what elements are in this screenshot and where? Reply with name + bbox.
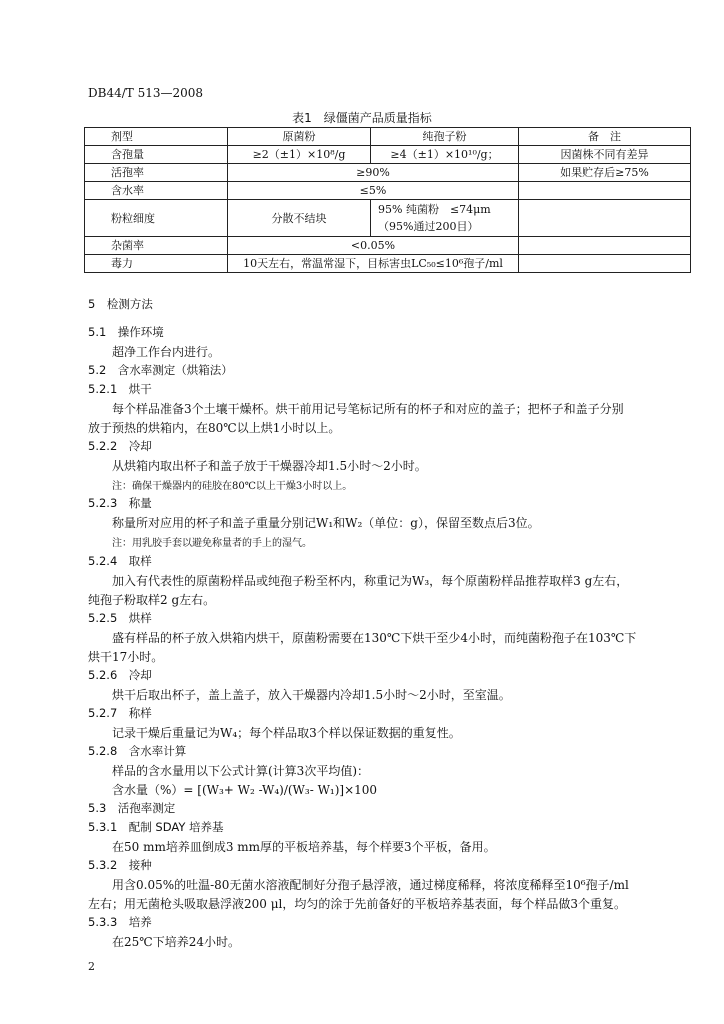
table-cell: 分散不结块 [228, 200, 371, 237]
section-heading: 5.2.7 称样 [88, 706, 152, 720]
header-cell: 剂型 [85, 128, 228, 146]
paragraph: 在25℃下培养24小时。 [112, 935, 240, 949]
paragraph: 放于预热的烘箱内，在80℃以上烘1小时以上。 [88, 421, 341, 435]
table-row [85, 182, 691, 200]
section-heading: 5.3.3 培养 [88, 915, 152, 929]
table-cell: 因菌株不同有差异 [519, 146, 691, 164]
row-label: 杂菌率 [85, 237, 228, 255]
section-heading: 5.2.6 冷却 [88, 668, 152, 682]
page-number: 2 [88, 960, 95, 973]
table-row [85, 255, 691, 273]
table-cell: ≥90% [228, 164, 519, 182]
row-label: 粉粒细度 [85, 200, 228, 237]
paragraph: 超净工作台内进行。 [112, 345, 221, 359]
section-heading: 5 检测方法 [88, 297, 153, 311]
fineness-line: （95%通过200目） [378, 220, 479, 233]
paragraph: 左右；用无菌枪头吸取悬浮液200 μl，均匀的涂于先前备好的平板培养基表面，每个样品做3个重复。 [88, 897, 626, 911]
table-cell: ≥4（±1）×10¹⁰/g； [371, 146, 519, 164]
table-cell [519, 237, 691, 255]
section-heading: 5.2.2 冷却 [88, 439, 152, 453]
paragraph: 称量所对应用的杯子和盖子重量分别记W₁和W₂（单位：g），保留至数点后3位。 [112, 516, 540, 530]
table-cell: ≤5% [228, 182, 519, 200]
table-cell: <0.05% [228, 237, 519, 255]
table-row [85, 200, 691, 237]
section-heading: 5.2 含水率测定（烘箱法） [88, 363, 233, 377]
header-cell: 纯孢子粉 [371, 128, 519, 146]
table-cell [519, 200, 691, 237]
paragraph: 记录干燥后重量记为W₄；每个样品取3个样以保证数据的重复性。 [112, 726, 461, 740]
section-heading: 5.2.3 称量 [88, 496, 152, 510]
section-heading: 5.2.1 烘干 [88, 382, 152, 396]
paragraph: 纯孢子粉取样2 g左右。 [88, 593, 216, 607]
paragraph: 从烘箱内取出杯子和盖子放于干燥器冷却1.5小时～2小时。 [112, 459, 427, 473]
table-cell [519, 255, 691, 273]
table-row [85, 146, 691, 164]
section-heading: 5.3.1 配制 SDAY 培养基 [88, 820, 224, 834]
note: 注：确保干燥器内的硅胶在80℃以上干燥3小时以上。 [112, 481, 353, 492]
note: 注：用乳胶手套以避免称量者的手上的湿气。 [112, 538, 312, 549]
table-cell: 10天左右，常温常湿下，目标害虫LC₅₀≤10⁶孢子/ml [228, 255, 519, 273]
paragraph: 加入有代表性的原菌粉样品或纯孢子粉至杯内，称重记为W₃，每个原菌粉样品推荐取样3 g左右， [112, 574, 629, 588]
header-cell: 原菌粉 [228, 128, 371, 146]
section-heading: 5.2.5 烘样 [88, 611, 152, 625]
table-row [85, 237, 691, 255]
paragraph: 在50 mm培养皿倒成3 mm厚的平板培养基，每个样要3个平板，备用。 [112, 840, 496, 854]
paragraph: 用含0.05%的吐温-80无菌水溶液配制好分孢子悬浮液，通过梯度稀释，将浓度稀释至10⁶孢子/ml [112, 878, 629, 892]
table-row [85, 164, 691, 182]
paragraph: 烘干17小时。 [88, 650, 164, 664]
fineness-line: 95% 纯菌粉 ≤74μm [378, 203, 491, 216]
row-label: 含孢量 [85, 146, 228, 164]
paragraph: 烘干后取出杯子，盖上盖子，放入干燥器内冷却1.5小时～2小时，至室温。 [112, 688, 511, 702]
header-cell: 备 注 [519, 128, 691, 146]
table-cell: 如果贮存后≥75% [519, 164, 691, 182]
section-heading: 5.3.2 接种 [88, 858, 152, 872]
paragraph: 样品的含水量用以下公式计算(计算3次平均值)： [112, 764, 369, 778]
table-cell [519, 182, 691, 200]
section-heading: 5.2.8 含水率计算 [88, 744, 187, 758]
row-label: 含水率 [85, 182, 228, 200]
quality-table [84, 127, 691, 273]
table-header-row [85, 128, 691, 146]
row-label: 活孢率 [85, 164, 228, 182]
formula: 含水量（%）= [(W₃+ W₂ -W₄)/(W₃- W₁)]×100 [112, 783, 378, 797]
row-label: 毒力 [85, 255, 228, 273]
section-heading: 5.2.4 取样 [88, 554, 152, 568]
section-heading: 5.1 操作环境 [88, 325, 164, 339]
standard-number: DB44/T 513—2008 [88, 86, 204, 100]
table-cell: ≥2（±1）×10⁸/g [228, 146, 371, 164]
paragraph: 盛有样品的杯子放入烘箱内烘干，原菌粉需要在130℃下烘干至少4小时，而纯菌粉孢子在103℃下 [112, 631, 637, 645]
table-cell [371, 200, 519, 237]
paragraph: 每个样品准备3个土壤干燥杯。烘干前用记号笔标记所有的杯子和对应的盖子；把杯子和盖子分别 [112, 402, 624, 416]
table-caption: 表1 绿僵菌产品质量指标 [292, 111, 432, 125]
section-heading: 5.3 活孢率测定 [88, 801, 176, 815]
